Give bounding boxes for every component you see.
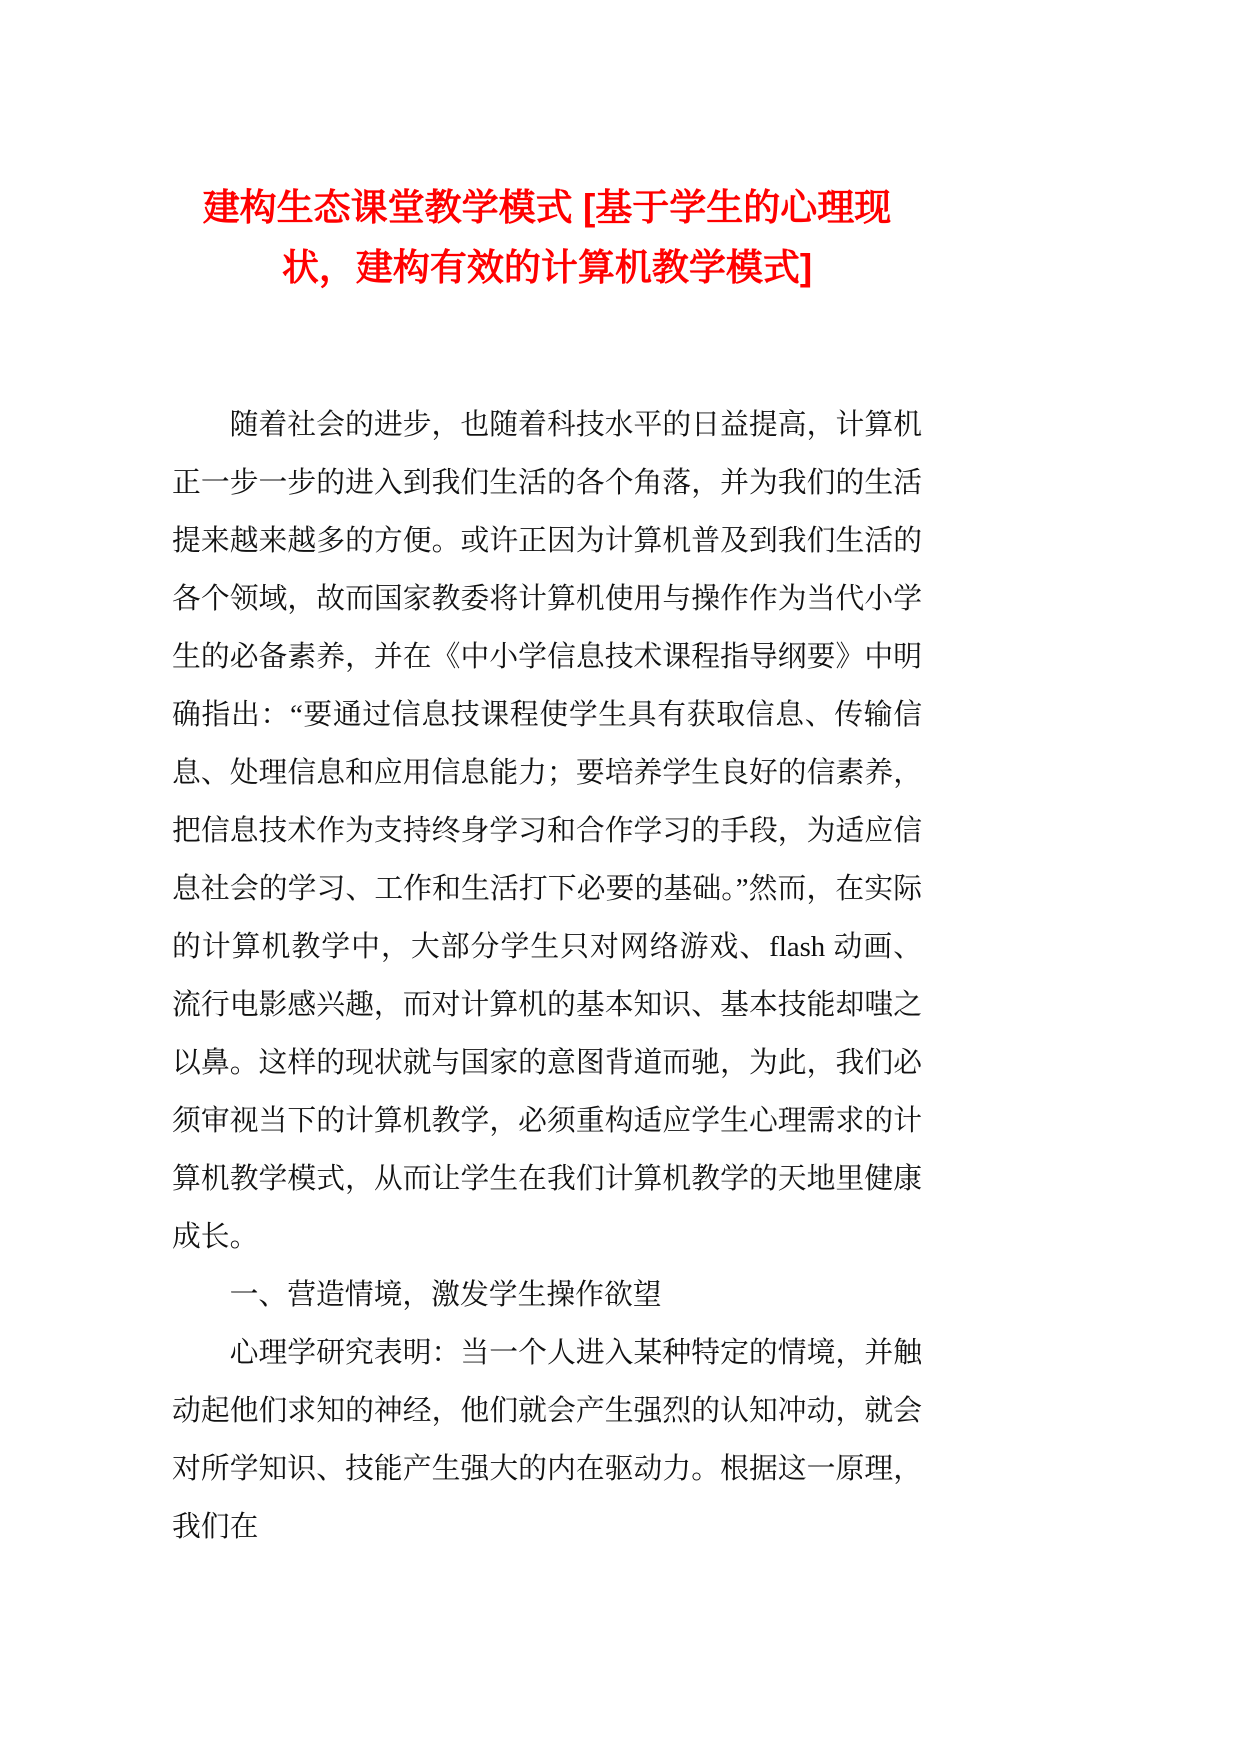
document-body <box>172 396 922 1556</box>
title-line-2: 状，建构有效的计算机教学模式] <box>281 247 813 288</box>
section-heading: 一、营造情境，激发学生操作欲望 <box>229 1279 662 1311</box>
document-title <box>172 178 922 298</box>
intro-paragraph: 随着社会的进步，也随着科技水平的日益提高，计算机正一步一步的进入到我们生活的各个角落，并为我们的生活提来越来越多的方便。或许正因为计算机普及到我们生活的各个领域，故而国家教委将计算机使用与操作作为当代小学生的必备素养，并在《中小学信息技术课程指导纲要》中明确指出：“要通过信息技课程使学生具有获取信息、传输信息、处理信息和应用信息能力；要培养学生良好的信素养，把信息技术作为支持终身学习和合作学习的手段，为适应信息社会的学习、工作和生活打下必要的基础。”然而，在实际的计算机教学中，大部分学生只对网络游戏、flash 动画、流行电影感兴趣，而对计算机的基本知识、基本技能却嗤之以鼻。这样的现状就与国家的意图背道而驰，为此，我们必须审视当下的计算机教学，必须重构适应学生心理需求的计算机教学模式，从而让学生在我们计算机教学的天地里健康成长。 <box>172 409 922 1253</box>
document-page <box>172 0 922 1556</box>
section-paragraph: 心理学研究表明：当一个人进入某种特定的情境，并触动起他们求知的神经，他们就会产生强烈的认知冲动，就会对所学知识、技能产生强大的内在驱动力。根据这一原理，我们在 <box>172 1337 922 1543</box>
title-line-1: 建构生态课堂教学模式 [基于学生的心理现 <box>202 187 892 228</box>
